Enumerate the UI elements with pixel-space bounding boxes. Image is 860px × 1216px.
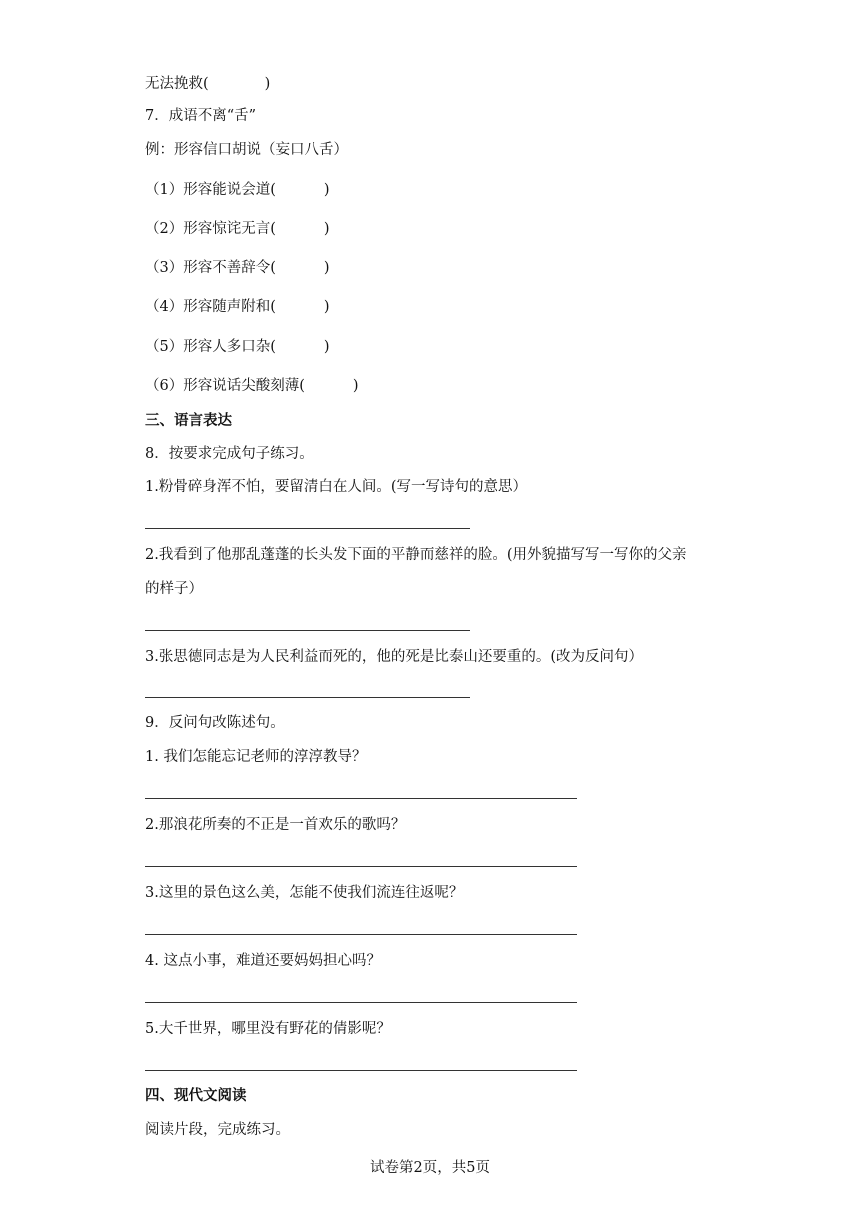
question-7-title: 7．成语不离“舌” [145, 108, 257, 124]
question-9-item-5: 5.大千世界，哪里没有野花的倩影呢？ [145, 1021, 391, 1037]
section-heading: 三、语言表达 [145, 412, 232, 429]
question-8-item-3: 3.张思德同志是为人民利益而死的，他的死是比泰山还要重的。(改为反问句） [145, 649, 643, 665]
question-7-item-1: （1）形容能说会道( ) [145, 182, 330, 198]
question-item: 无法挽救( ) [145, 76, 271, 92]
page-number: 试卷第2页，共5页 [370, 1160, 490, 1176]
question-7-item-5: （5）形容人多口杂( ) [145, 339, 330, 355]
item-text: 无法挽救( [145, 76, 209, 92]
question-8-item-1: 1.粉骨碎身浑不怕，要留清白在人间。(写一写诗句的意思） [145, 479, 527, 495]
question-7-example: 例：形容信口胡说（妄口八舌） [145, 142, 348, 158]
question-7-item-4: （4）形容随声附和( ) [145, 299, 330, 315]
question-9-title: 9．反问句改陈述句。 [145, 715, 285, 731]
answer-line[interactable] [145, 798, 577, 799]
question-8-item-2: 2.我看到了他那乱蓬蓬的长头发下面的平静而慈祥的脸。(用外貌描写写一写你的父亲 [145, 547, 687, 563]
question-9-item-1: 1. 我们怎能忘记老师的淳淳教导？ [145, 749, 367, 765]
reading-intro: 阅读片段，完成练习。 [145, 1122, 290, 1138]
answer-line[interactable] [145, 630, 470, 631]
section-heading: 四、现代文阅读 [145, 1087, 247, 1104]
question-7-item-6: （6）形容说话尖酸刻薄( ) [145, 378, 359, 394]
question-7-item-2: （2）形容惊诧无言( ) [145, 221, 330, 237]
answer-line[interactable] [145, 1002, 577, 1003]
answer-line[interactable] [145, 697, 470, 698]
question-7-item-3: （3）形容不善辞令( ) [145, 260, 330, 276]
answer-line[interactable] [145, 934, 577, 935]
answer-line[interactable] [145, 1070, 577, 1071]
question-8-item-2-cont: 的样子） [145, 581, 203, 597]
question-9-item-4: 4. 这点小事，难道还要妈妈担心吗？ [145, 953, 381, 969]
answer-line[interactable] [145, 528, 470, 529]
question-9-item-2: 2.那浪花所奏的不正是一首欢乐的歌吗？ [145, 817, 406, 833]
question-8-title: 8．按要求完成句子练习。 [145, 446, 314, 462]
question-9-item-3: 3.这里的景色这么美，怎能不使我们流连往返呢？ [145, 885, 464, 901]
answer-line[interactable] [145, 866, 577, 867]
